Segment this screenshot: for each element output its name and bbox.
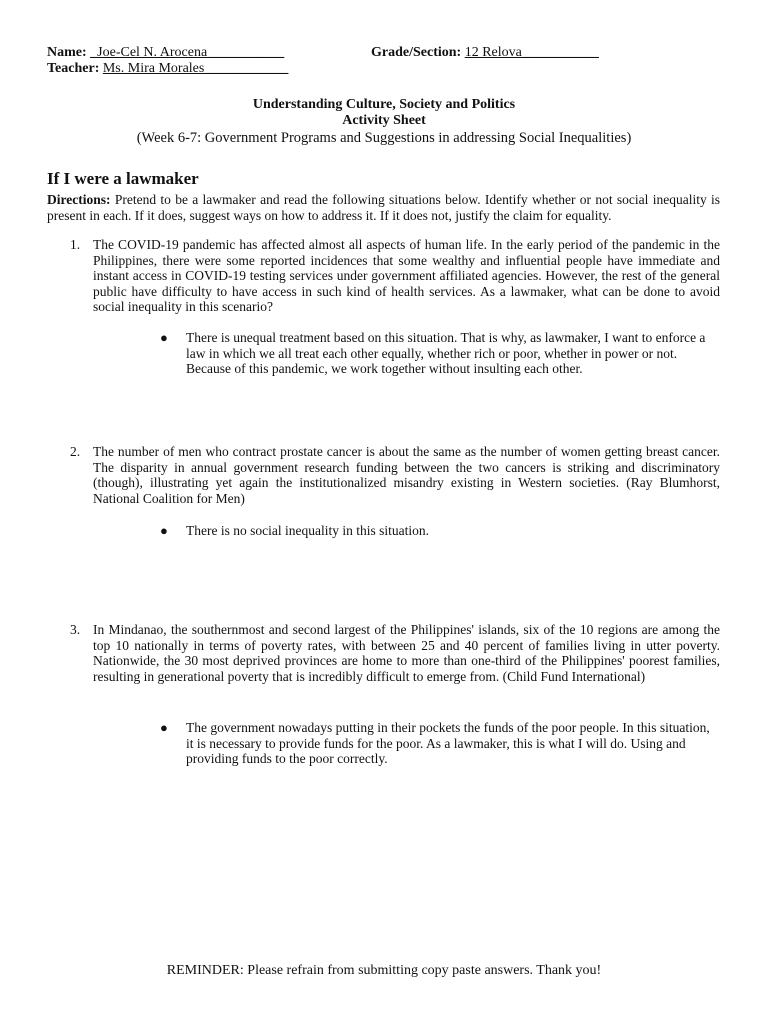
answer-text: There is unequal treatment based on this situation. That is why, as lawmaker, I want to enforce a law in which we all treat each other equally, whether rich or poor, whether in power or not. Because of this pandemic, we work together without insulting each other.: [186, 330, 706, 376]
teacher-label: Teacher:: [47, 61, 100, 76]
question-text: The COVID-19 pandemic has affected almost all aspects of human life. In the early period of the pandemic in the Philippines, there were some reported incidences that some wealthy and influential people have immediate and instant access in COVID-19 testing services under government affiliated agencies. However, the rest of the general public have difficulty to have access in such kind of health services. As a lawmaker, what can be done to avoid social inequality in this scenario?: [93, 237, 720, 314]
question-text: The number of men who contract prostate cancer is about the same as the number of women getting breast cancer. The disparity in annual government research funding between the two cancers is striking and discriminatory (though), illustrating yet again the institutionalized misandry existing in Western societies. (Ray Blumhorst, National Coalition for Men): [93, 444, 720, 506]
answer-item: [160, 523, 720, 539]
reminder-note: REMINDER: Please refrain from submitting copy paste answers. Thank you!: [166, 963, 602, 978]
grade-section-underscores: __________: [528, 45, 599, 60]
subject-title: Understanding Culture, Society and Politics: [252, 97, 516, 112]
section-heading: If I were a lawmaker: [47, 169, 199, 188]
name-value: _Joe-Cel N. Arocena___________: [90, 45, 285, 60]
week-subtitle: (Week 6-7: Government Programs and Suggestions in addressing Social Inequalities): [136, 130, 632, 146]
directions-label: Directions:: [47, 192, 111, 207]
answer-item: [160, 720, 720, 767]
bullet-icon: ●: [160, 720, 168, 735]
directions-text: Pretend to be a lawmaker and read the following situations below. Identify whether or not social inequality is present in each. If it does, suggest ways on how to address it. If it does not, justify the claim for equality.: [47, 192, 721, 223]
grade-section-value: 12 Relova_: [464, 45, 529, 60]
sheet-title: Activity Sheet: [342, 113, 426, 128]
name-row: [47, 45, 284, 61]
bullet-icon: ●: [160, 523, 168, 538]
question-number: 3.: [70, 622, 81, 637]
question-item: [70, 622, 720, 684]
grade-section-row: [371, 45, 599, 61]
teacher-row: [47, 61, 288, 77]
question-text: In Mindanao, the southernmost and second largest of the Philippines' islands, six of the 10 regions are among the top 10 nationally in terms of poverty rates, with between 25 and 40 percent of families living in utter poverty. Nationwide, the 30 most deprived provinces are home to more than one-third of the Philippines' poorest families, resulting in generational poverty that is incredibly difficult to emerge from. (Child Fund International): [93, 622, 720, 684]
question-item: [70, 237, 720, 315]
name-label: Name:: [47, 45, 87, 60]
answer-item: [160, 330, 720, 377]
teacher-value: Ms. Mira Morales____________: [102, 61, 289, 76]
answer-text: There is no social inequality in this situation.: [186, 523, 429, 538]
directions-paragraph: [47, 192, 720, 224]
bullet-icon: ●: [160, 330, 168, 345]
question-number: 2.: [70, 444, 81, 459]
grade-section-label: Grade/Section:: [371, 45, 462, 60]
answer-text: The government nowadays putting in their pockets the funds of the poor people. In this situation, it is necessary to provide funds for the poor. As a lawmaker, this is what I will do. Using and providing funds to the poor correctly.: [186, 720, 710, 766]
question-item: [70, 444, 720, 506]
question-number: 1.: [70, 237, 81, 252]
